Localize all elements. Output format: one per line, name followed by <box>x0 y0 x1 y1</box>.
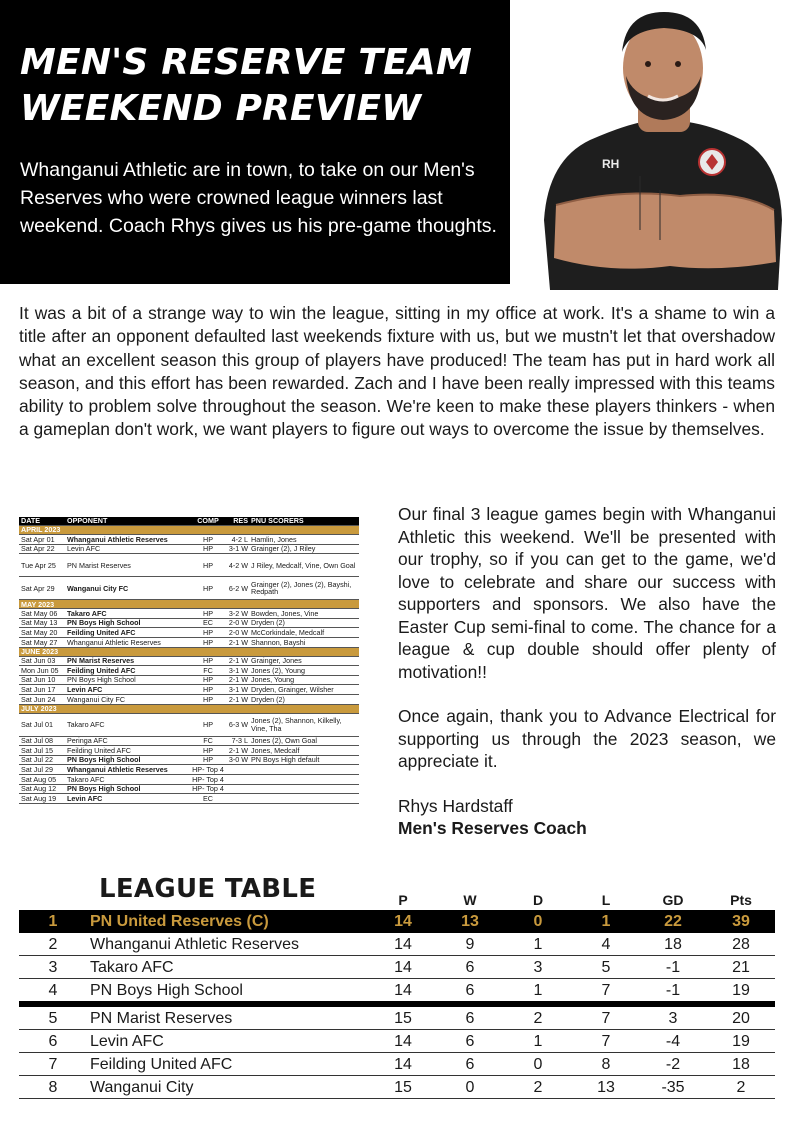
signature-role: Men's Reserves Coach <box>398 818 587 838</box>
league-drawn: 0 <box>533 913 543 930</box>
league-drawn: 1 <box>533 936 543 953</box>
league-goal-difference: 22 <box>664 913 682 930</box>
intro-text: Whanganui Athletic are in town, to take on our Men's Reserves who were crowned league winners last weekend. Coach Rhys gives us his pre-game thoughts. <box>20 159 497 237</box>
league-team-name: PN United Reserves (C) <box>90 913 269 930</box>
league-goal-difference: -1 <box>665 959 681 976</box>
fixture-opponent: Feilding United AFC <box>67 745 131 755</box>
fixture-date: Sat Jun 03 <box>21 656 56 666</box>
league-drawn: 2 <box>533 1010 543 1027</box>
fixtures-table <box>19 517 359 804</box>
league-played: 14 <box>394 936 412 953</box>
fixture-opponent: Levin AFC <box>67 544 101 554</box>
fixture-row <box>19 638 359 648</box>
league-lost: 4 <box>601 936 611 953</box>
fixture-opponent: PN Boys High School <box>67 618 141 628</box>
fixture-row <box>19 545 359 555</box>
league-team-name: PN Boys High School <box>90 982 243 999</box>
header-comp: COMP <box>197 516 219 526</box>
fixture-row <box>19 685 359 695</box>
fixture-comp: EC <box>203 618 213 628</box>
shirt-initials: RH <box>602 157 620 171</box>
header-date: DATE <box>21 516 41 526</box>
fixture-result: 6-2 W <box>228 583 248 593</box>
fixture-scorers: McCorkindale, Medcalf <box>251 628 325 638</box>
fixtures-body <box>19 526 359 804</box>
fixture-opponent: Whanganui Athletic Reserves <box>67 765 168 774</box>
league-won: 6 <box>465 1056 475 1073</box>
fixture-opponent: Feilding United AFC <box>67 628 136 638</box>
fixture-opponent: PN Boys High School <box>67 755 141 765</box>
fixture-comp: EC <box>203 793 213 803</box>
fixture-result: 2-1 W <box>228 675 248 685</box>
fixture-row <box>19 695 359 705</box>
league-table-row <box>19 1076 775 1099</box>
fixture-result: 4-2 L <box>231 534 248 544</box>
fixture-comp: HP <box>203 544 213 554</box>
fixture-comp: HP <box>203 694 213 704</box>
league-won: 6 <box>465 1033 475 1050</box>
fixture-result: 2-1 W <box>228 745 248 755</box>
fixture-result: 2-1 W <box>228 656 248 666</box>
league-team-name: Levin AFC <box>90 1033 164 1050</box>
fixture-date: Sat Aug 19 <box>21 793 57 803</box>
league-played: 14 <box>394 959 412 976</box>
fixture-comp: HP <box>203 675 213 685</box>
league-points: 19 <box>732 982 750 999</box>
fixture-row <box>19 756 359 766</box>
fixture-comp: HP <box>203 745 213 755</box>
fixture-date: Sat May 20 <box>21 628 58 638</box>
fixture-row <box>19 657 359 667</box>
fixture-comp: HP <box>203 583 213 593</box>
fixture-scorers: Grainger (2), Jones (2), Bayshi, Redpath <box>251 579 352 597</box>
header-lost: L <box>601 892 611 908</box>
league-table-row <box>19 979 775 1007</box>
fixture-scorers: Dryden (2) <box>251 618 285 628</box>
fixture-result: 3-2 W <box>228 608 248 618</box>
league-played: 15 <box>394 1079 412 1096</box>
fixture-date: Sat Apr 29 <box>21 583 55 593</box>
league-team-name: Feilding United AFC <box>90 1056 233 1073</box>
fixture-date: Tue Apr 25 <box>21 560 56 570</box>
league-goal-difference: 3 <box>668 1010 678 1027</box>
fixture-comp: HP <box>203 685 213 695</box>
fixture-row <box>19 609 359 619</box>
fixtures-month-header: JULY 2023 <box>19 705 359 714</box>
fixture-date: Sat Aug 05 <box>21 774 57 784</box>
fixture-scorers: J Riley, Medcalf, Vine, Own Goal <box>251 560 356 570</box>
league-drawn: 1 <box>533 982 543 999</box>
lead-paragraph: It was a bit of a strange way to win the league, sitting in my office at work. It's a shame to win a title after an opponent defaulted last weekends fixture with us, but we mustn't let that overshadow what an excellent season this group of players have produced! The team has put in hard work all season, and this effort has been rewarded. Zach and I have been really impressed with this teams ability to problem solve throughout the season. We're keen to make these players thinkers - when a gameplan don't work, we want players to figure out ways to overcome the issue by themselves. <box>19 303 775 440</box>
fixture-date: Sat Jun 17 <box>21 685 56 695</box>
fixture-row <box>19 746 359 756</box>
league-played: 15 <box>394 1010 412 1027</box>
fixture-opponent: PN Boys High School <box>67 784 141 794</box>
league-table-row <box>19 956 775 979</box>
fixture-row <box>19 765 359 775</box>
fixtures-month-header: JUNE 2023 <box>19 648 359 657</box>
fixture-result: 2-0 W <box>228 618 248 628</box>
fixture-row <box>19 794 359 804</box>
fixture-scorers: Jones, Medcalf <box>251 745 300 755</box>
fixture-result: 2-0 W <box>228 628 248 638</box>
fixture-result: 3-1 W <box>228 685 248 695</box>
league-table-row <box>19 1030 775 1053</box>
league-drawn: 3 <box>533 959 543 976</box>
fixture-result: 2-1 W <box>228 637 248 647</box>
header-res: RES <box>233 516 248 526</box>
fixture-date: Sat Aug 12 <box>21 784 57 794</box>
fixture-result: 6-3 W <box>228 719 248 729</box>
fixture-opponent: PN Marist Reserves <box>67 560 131 570</box>
league-points: 19 <box>732 1033 750 1050</box>
fixture-opponent: Whanganui Athletic Reserves <box>67 534 168 544</box>
league-team-name: Wanganui City <box>90 1079 194 1096</box>
fixture-date: Sat Jun 24 <box>21 694 56 704</box>
league-position: 2 <box>48 936 58 953</box>
fixture-result: 3-0 W <box>228 755 248 765</box>
fixture-row <box>19 676 359 686</box>
league-points: 21 <box>732 959 750 976</box>
fixture-date: Sat May 27 <box>21 637 58 647</box>
fixture-comp: HP <box>203 637 213 647</box>
fixture-date: Sat Jul 15 <box>21 745 53 755</box>
fixture-comp: HP <box>203 755 213 765</box>
fixture-date: Sat Apr 01 <box>21 534 55 544</box>
fixture-date: Sat Jul 01 <box>21 719 53 729</box>
fixture-comp: HP <box>203 628 213 638</box>
fixture-row <box>19 737 359 747</box>
fixture-comp: HP <box>203 560 213 570</box>
fixture-opponent: Takaro AFC <box>67 608 107 618</box>
fixture-scorers: PN Boys High default <box>251 755 320 765</box>
fixture-opponent: Takaro AFC <box>67 719 105 729</box>
league-points: 18 <box>732 1056 750 1073</box>
fixtures-month-header: MAY 2023 <box>19 600 359 609</box>
header-goal-difference: GD <box>662 892 684 908</box>
fixture-result: 4-2 W <box>228 560 248 570</box>
league-table-headers <box>0 892 794 910</box>
league-table-row <box>19 910 775 933</box>
league-lost: 5 <box>601 959 611 976</box>
fixture-scorers: Grainger, Jones <box>251 656 302 666</box>
fixture-opponent: Levin AFC <box>67 793 103 803</box>
fixture-row <box>19 535 359 545</box>
fixture-result: 2-1 W <box>228 694 248 704</box>
fixture-opponent: PN Marist Reserves <box>67 656 135 666</box>
fixture-date: Sat Jun 10 <box>21 675 56 685</box>
fixture-comp: HP <box>203 608 213 618</box>
fixture-opponent: PN Boys High School <box>67 675 136 685</box>
fixture-opponent: Whanganui Athletic Reserves <box>67 637 161 647</box>
fixture-scorers: Bowden, Jones, Vine <box>251 608 319 618</box>
league-lost: 1 <box>601 913 611 930</box>
fixture-comp: HP- Top 4 <box>192 765 224 774</box>
title-line-1: MEN'S RESERVE TEAM <box>20 42 473 83</box>
header-won: W <box>463 892 477 908</box>
side-paragraph-2: Once again, thank you to Advance Electrical for supporting us through the 2023 season, we appreciate it. <box>398 706 776 771</box>
league-won: 0 <box>465 1079 475 1096</box>
side-column <box>398 503 776 840</box>
league-drawn: 0 <box>533 1056 543 1073</box>
fixture-comp: HP <box>203 656 213 666</box>
fixture-date: Sat Jul 29 <box>21 765 53 774</box>
header-opponent: OPPONENT <box>67 516 108 526</box>
fixture-scorers: Hamlin, Jones <box>251 534 297 544</box>
fixture-row <box>19 714 359 737</box>
header-drawn: D <box>532 892 544 908</box>
header-played: P <box>398 892 408 908</box>
signature-name: Rhys Hardstaff <box>398 795 513 816</box>
league-position: 1 <box>48 913 58 930</box>
fixture-row <box>19 666 359 676</box>
header-banner <box>0 0 510 284</box>
fixture-comp: FC <box>203 736 213 746</box>
league-lost: 7 <box>601 1033 611 1050</box>
league-played: 14 <box>394 1056 412 1073</box>
league-drawn: 2 <box>533 1079 543 1096</box>
fixture-scorers: Dryden (2) <box>251 694 285 704</box>
fixture-scorers: Jones (2), Young <box>251 665 305 675</box>
league-goal-difference: -4 <box>665 1033 681 1050</box>
league-position: 6 <box>48 1033 58 1050</box>
league-position: 3 <box>48 959 58 976</box>
fixture-opponent: Levin AFC <box>67 685 103 695</box>
league-team-name: Takaro AFC <box>90 959 174 976</box>
league-team-name: Whanganui Athletic Reserves <box>90 936 299 953</box>
side-paragraph-1: Our final 3 league games begin with Whanganui Athletic this weekend. We'll be presented with our trophy, so if you can get to the game, we'd love to celebrate and share our success with supporters and sponsors. We also have the Easter Cup semi-final to come. The chance for a league & cup double should offer plenty of motivation!! <box>398 504 776 682</box>
league-table-title: LEAGUE TABLE <box>99 874 317 904</box>
league-table <box>19 910 775 1099</box>
title-line-2: WEEKEND PREVIEW <box>20 88 422 129</box>
league-points: 39 <box>732 913 750 930</box>
league-table-row <box>19 1007 775 1030</box>
league-won: 13 <box>461 913 479 930</box>
league-position: 4 <box>48 982 58 999</box>
fixture-date: Sat May 13 <box>21 618 58 628</box>
fixture-date: Sat Jul 22 <box>21 755 53 765</box>
league-points: 28 <box>732 936 750 953</box>
league-won: 6 <box>465 1010 475 1027</box>
fixture-result: 7-3 L <box>231 736 248 746</box>
fixture-row <box>19 628 359 638</box>
league-lost: 13 <box>597 1079 615 1096</box>
league-points: 20 <box>732 1010 750 1027</box>
league-lost: 8 <box>601 1056 611 1073</box>
header-scorers: PNU SCORERS <box>251 516 304 526</box>
fixture-scorers: Dryden, Grainger, Wilsher <box>251 685 334 695</box>
fixture-date: Mon Jun 05 <box>21 665 59 675</box>
fixture-scorers: Jones (2), Own Goal <box>251 736 317 746</box>
fixture-row <box>19 554 359 577</box>
fixture-scorers: Jones, Young <box>251 675 295 685</box>
fixture-opponent: Wanganui City FC <box>67 694 126 704</box>
coach-photo <box>530 0 794 290</box>
fixture-result: 3-1 W <box>228 665 248 675</box>
fixtures-month-header: APRIL 2023 <box>19 526 359 535</box>
league-lost: 7 <box>601 1010 611 1027</box>
league-position: 5 <box>48 1010 58 1027</box>
league-goal-difference: -1 <box>665 982 681 999</box>
league-position: 7 <box>48 1056 58 1073</box>
league-goal-difference: 18 <box>664 936 682 953</box>
fixture-comp: HP <box>203 719 213 729</box>
league-played: 14 <box>394 982 412 999</box>
fixture-row <box>19 619 359 629</box>
league-goal-difference: -35 <box>661 1079 685 1096</box>
fixture-comp: FC <box>203 665 213 675</box>
league-played: 14 <box>394 913 412 930</box>
league-won: 6 <box>465 982 475 999</box>
fixture-scorers: Shannon, Bayshi <box>251 637 306 647</box>
fixtures-header <box>19 517 359 526</box>
league-position: 8 <box>48 1079 58 1096</box>
fixture-opponent: Peringa AFC <box>67 736 108 746</box>
fixture-comp: HP- Top 4 <box>192 774 224 784</box>
fixture-scorers: Jones (2), Shannon, Kilkelly, Vine, Tha <box>251 716 342 733</box>
header-points: Pts <box>730 892 752 908</box>
fixture-opponent: Feilding United AFC <box>67 665 136 675</box>
page-title <box>20 40 500 132</box>
fixture-row <box>19 785 359 795</box>
fixture-opponent: Wanganui City FC <box>67 583 129 593</box>
league-drawn: 1 <box>533 1033 543 1050</box>
fixture-date: Sat May 06 <box>21 608 58 618</box>
fixture-row <box>19 775 359 785</box>
league-goal-difference: -2 <box>665 1056 681 1073</box>
league-table-row <box>19 1053 775 1076</box>
league-won: 9 <box>465 936 475 953</box>
league-lost: 7 <box>601 982 611 999</box>
fixture-comp: HP <box>203 534 213 544</box>
league-won: 6 <box>465 959 475 976</box>
fixture-scorers: Grainger (2), J Riley <box>251 544 316 554</box>
fixture-date: Sat Jul 08 <box>21 736 53 746</box>
fixture-comp: HP- Top 4 <box>192 784 224 794</box>
fixture-date: Sat Apr 22 <box>21 544 55 554</box>
league-team-name: PN Marist Reserves <box>90 1010 233 1027</box>
league-played: 14 <box>394 1033 412 1050</box>
league-points: 2 <box>736 1079 746 1096</box>
fixture-opponent: Takaro AFC <box>67 774 105 784</box>
fixture-result: 3-1 W <box>228 544 248 554</box>
league-table-row <box>19 933 775 956</box>
fixture-row <box>19 577 359 600</box>
